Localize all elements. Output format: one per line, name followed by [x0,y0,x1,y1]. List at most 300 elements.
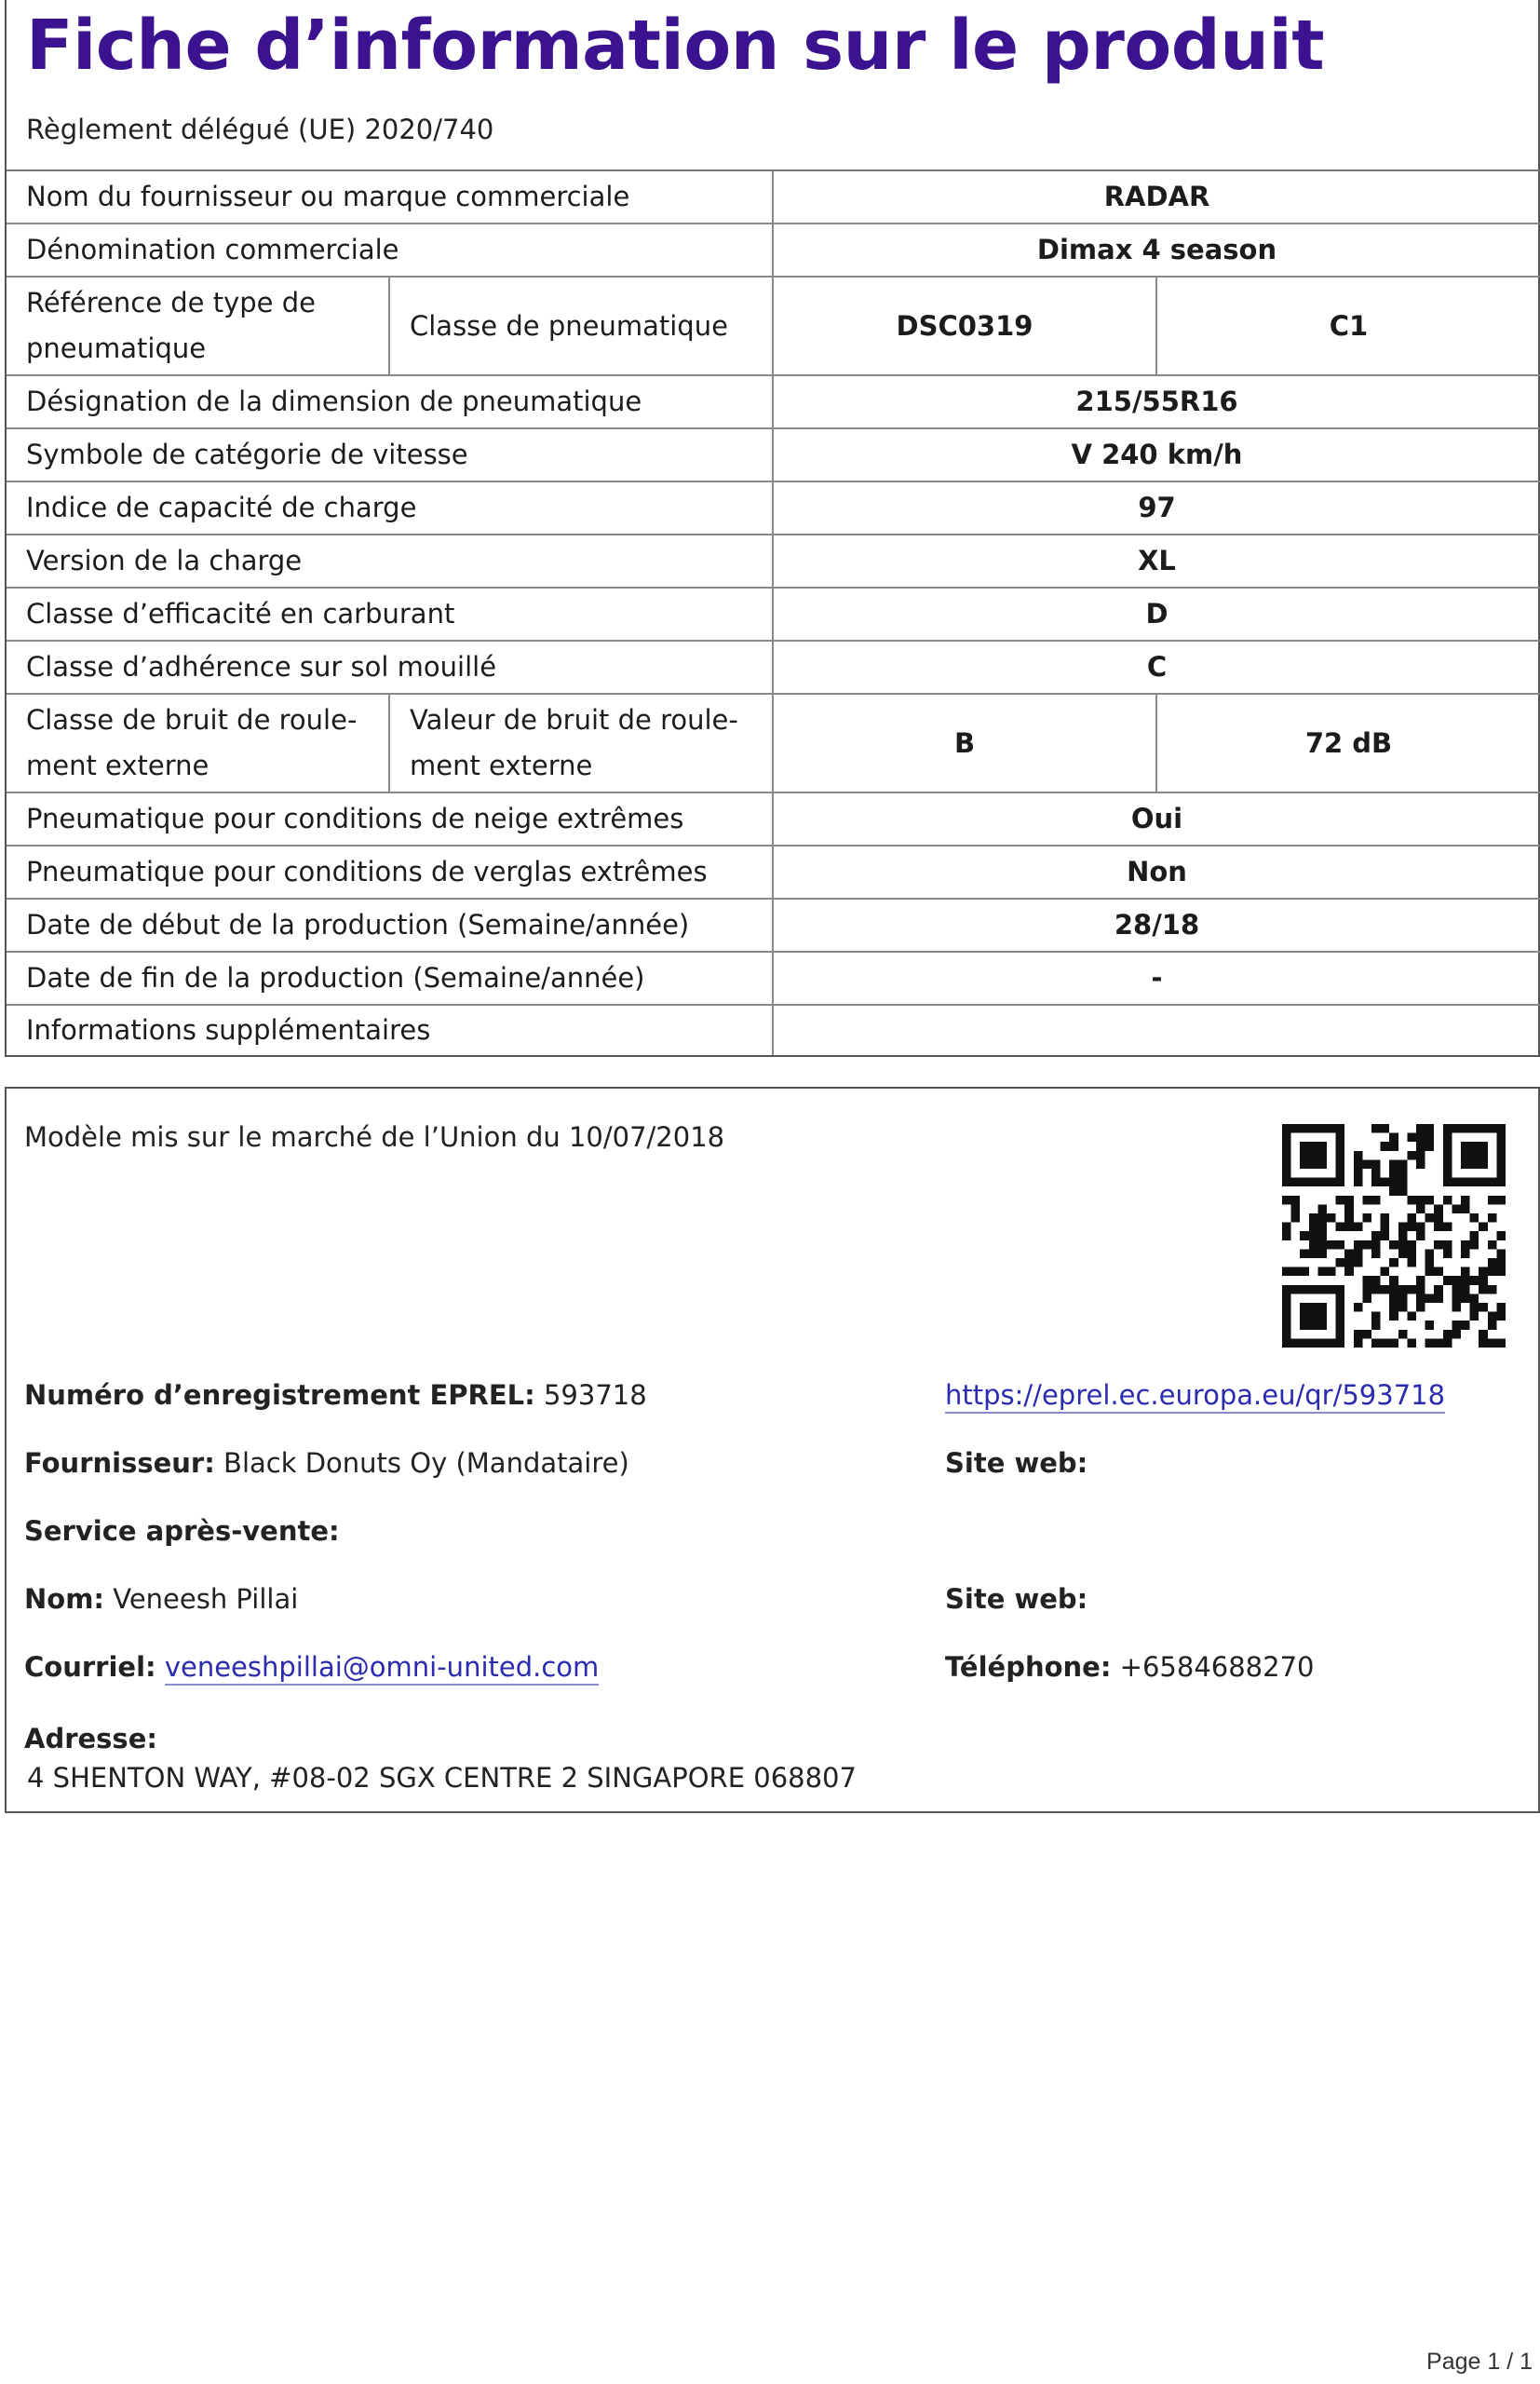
qr-module [1317,1159,1327,1169]
qr-module [1300,1249,1309,1258]
contact-name-value: Veneesh Pillai [113,1583,299,1615]
row-production-end [7,953,1540,1006]
qr-module [1416,1276,1425,1285]
qr-module [1479,1151,1488,1160]
qr-module [1443,1142,1452,1151]
qr-module [1496,1303,1506,1312]
qr-module [1425,1196,1435,1205]
qr-module [1336,1321,1345,1330]
qr-module [1443,1249,1452,1258]
eprel-number: 593718 [543,1379,647,1411]
qr-module [1452,1303,1461,1312]
qr-module [1479,1338,1488,1348]
qr-module [1470,1303,1479,1312]
qr-module [1300,1231,1309,1240]
qr-module [1479,1276,1488,1285]
qr-module [1452,1276,1461,1285]
qr-module [1282,1196,1291,1205]
qr-module [1479,1124,1488,1133]
additional-info-label: Informations supplémentaires [26,1014,431,1046]
qr-module [1282,1223,1291,1232]
qr-module [1282,1303,1291,1312]
qr-module [1434,1213,1443,1223]
qr-module [1291,1338,1301,1348]
qr-module [1398,1240,1408,1250]
noise-value-label: Valeur de bruit de roule-ment externe [410,704,738,781]
row-snow [7,793,1540,847]
market-date: Modèle mis sur le marché de l’Union du 10/07/2018 [24,1121,725,1153]
qr-module [1282,1169,1291,1178]
qr-module [1389,1312,1398,1321]
qr-module [1381,1124,1390,1133]
qr-module [1479,1267,1488,1277]
address-value: 4 SHENTON WAY, #08-02 SGX CENTRE 2 SINGAPORE 068807 [27,1762,857,1794]
qr-module [1407,1312,1416,1321]
trade-name-label: Dénomination commerciale [26,234,399,265]
row-type-reference [7,278,1540,376]
eprel-label: Numéro d’enregistrement EPREL: [24,1379,535,1411]
qr-module [1461,1321,1470,1330]
qr-module [1443,1159,1452,1169]
qr-module [1362,1240,1371,1250]
qr-module [1389,1159,1398,1169]
qr-module [1309,1151,1318,1160]
email-link[interactable]: veneeshpillai@omni-united.com [165,1651,599,1686]
qr-module [1470,1151,1479,1160]
qr-module [1398,1169,1408,1178]
qr-module [1488,1321,1497,1330]
wet-grip-value: C [1146,651,1168,683]
phone-label: Téléphone: [945,1651,1112,1683]
qr-module [1443,1330,1452,1339]
row-fuel-efficiency [7,589,1540,642]
qr-module [1300,1285,1309,1294]
fuel-efficiency-label: Classe d’efficacité en carburant [26,598,455,630]
row-noise [7,695,1540,793]
qr-module [1434,1267,1443,1277]
qr-module [1434,1223,1443,1232]
qr-module [1362,1285,1371,1294]
qr-module [1479,1330,1488,1339]
qr-module [1389,1240,1398,1250]
qr-module [1479,1142,1488,1151]
qr-module [1416,1223,1425,1232]
qr-module [1496,1159,1506,1169]
email-label: Courriel: [24,1651,156,1683]
qr-module [1416,1285,1425,1294]
qr-module [1336,1338,1345,1348]
qr-module [1282,1124,1291,1133]
qr-module [1362,1276,1371,1285]
supplier-field-value: Black Donuts Oy (Mandataire) [223,1447,629,1479]
qr-module [1398,1186,1408,1196]
qr-module [1389,1178,1398,1187]
qr-module [1425,1142,1435,1151]
qr-module [1317,1178,1327,1187]
qr-module [1461,1142,1470,1151]
phone-row [945,1651,1314,1683]
wet-grip-label: Classe d’adhérence sur sol mouillé [26,651,497,683]
qr-module [1461,1159,1470,1169]
qr-module [1317,1240,1327,1250]
qr-module [1362,1213,1371,1223]
qr-module [1496,1151,1506,1160]
qr-module [1416,1142,1425,1151]
qr-module [1479,1285,1488,1294]
qr-module [1309,1321,1318,1330]
trade-name-value: Dimax 4 season [1036,234,1277,265]
qr-module [1362,1196,1371,1205]
qr-module [1461,1276,1470,1285]
qr-module [1282,1142,1291,1151]
qr-module [1425,1124,1435,1133]
qr-module [1461,1178,1470,1187]
qr-module [1300,1178,1309,1187]
qr-module [1407,1249,1416,1258]
qr-module [1398,1223,1408,1232]
qr-module [1425,1321,1435,1330]
qr-module [1354,1240,1363,1250]
qr-module [1496,1196,1506,1205]
qr-module [1461,1124,1470,1133]
qr-module [1291,1204,1301,1213]
qr-module [1452,1294,1461,1303]
qr-module [1496,1338,1506,1348]
qr-module [1300,1151,1309,1160]
qr-code-icon[interactable] [1282,1124,1506,1348]
qr-module [1336,1159,1345,1169]
qr-module [1381,1223,1390,1232]
qr-module [1300,1321,1309,1330]
regulation-reference: Règlement délégué (UE) 2020/740 [26,114,494,145]
qr-module [1300,1303,1309,1312]
qr-module [1336,1258,1345,1267]
qr-module [1282,1285,1291,1294]
qr-module [1354,1249,1363,1258]
address-label: Adresse: [24,1723,157,1754]
qr-module [1479,1178,1488,1187]
column-divider [388,695,390,792]
qr-module [1398,1330,1408,1339]
qr-module [1309,1213,1318,1223]
qr-module [1470,1240,1479,1250]
qr-module [1461,1240,1470,1250]
qr-module [1327,1267,1336,1277]
qr-module [1389,1276,1398,1285]
qr-module [1282,1338,1291,1348]
qr-module [1407,1223,1416,1232]
qr-module [1317,1303,1327,1312]
qr-module [1309,1240,1318,1250]
qr-module [1371,1276,1381,1285]
qr-module [1344,1267,1354,1277]
production-end-value: - [1151,962,1163,994]
qr-module [1282,1312,1291,1321]
qr-module [1407,1196,1416,1205]
qr-module [1309,1223,1318,1232]
qr-module [1371,1321,1381,1330]
ice-value: Non [1127,856,1187,887]
type-reference-value: DSC0319 [896,309,1033,342]
column-divider [388,278,390,374]
qr-module [1488,1258,1497,1267]
qr-module [1309,1231,1318,1240]
qr-module [1496,1142,1506,1151]
qr-module [1496,1231,1506,1240]
noise-class-label: Classe de bruit de roule-ment externe [26,704,358,781]
qr-module [1416,1303,1425,1312]
qr-module [1488,1124,1497,1133]
qr-module [1389,1258,1398,1267]
additional-info-value [774,1006,1540,1055]
qr-module [1309,1285,1318,1294]
speed-value: V 240 km/h [1071,439,1243,470]
qr-module [1389,1133,1398,1143]
qr-module [1496,1169,1506,1178]
qr-module [1282,1151,1291,1160]
qr-module [1470,1213,1479,1223]
qr-module [1416,1124,1425,1133]
qr-module [1336,1312,1345,1321]
qr-module [1282,1330,1291,1339]
supplier-label: Nom du fournisseur ou marque commerciale [26,181,630,212]
tyre-class-value: C1 [1329,309,1369,342]
row-load-index [7,482,1540,535]
qr-module [1327,1124,1336,1133]
qr-module [1336,1151,1345,1160]
qr-module [1452,1178,1461,1187]
qr-module [1398,1231,1408,1240]
qr-module [1434,1338,1443,1348]
qr-module [1425,1249,1435,1258]
qr-module [1336,1169,1345,1178]
qr-module [1371,1240,1381,1250]
qr-module [1309,1124,1318,1133]
qr-module [1416,1151,1425,1160]
qr-module [1344,1204,1354,1213]
qr-module [1282,1178,1291,1187]
qr-module [1371,1285,1381,1294]
row-speed [7,429,1540,482]
qr-module [1407,1151,1416,1160]
qr-module [1317,1151,1327,1160]
qr-module [1407,1133,1416,1143]
qr-module [1317,1213,1327,1223]
qr-module [1362,1294,1371,1303]
qr-module [1398,1178,1408,1187]
snow-value: Oui [1130,803,1183,834]
qr-module [1389,1142,1398,1151]
qr-module [1470,1312,1479,1321]
qr-module [1461,1196,1470,1205]
eprel-row [24,1379,647,1411]
qr-module [1434,1294,1443,1303]
qr-module [1344,1249,1354,1258]
website-label-supplier: Site web: [945,1447,1088,1479]
qr-module [1282,1159,1291,1169]
qr-module [1389,1294,1398,1303]
supplier-field-label: Fournisseur: [24,1447,215,1479]
qr-module [1291,1124,1301,1133]
qr-module [1434,1285,1443,1294]
qr-module [1496,1124,1506,1133]
production-end-label: Date de fin de la production (Semaine/année) [26,962,645,994]
tyre-class-label: Classe de pneumatique [410,309,728,342]
qr-module [1488,1178,1497,1187]
qr-module [1461,1285,1470,1294]
qr-module [1362,1159,1371,1169]
qr-module [1291,1213,1301,1223]
qr-module [1434,1204,1443,1213]
contact-name-label: Nom: [24,1583,105,1615]
qr-module [1354,1159,1363,1169]
row-size [7,376,1540,429]
qr-module [1416,1196,1425,1205]
qr-module [1336,1178,1345,1187]
qr-module [1389,1169,1398,1178]
qr-module [1496,1312,1506,1321]
qr-module [1479,1303,1488,1312]
email-row [24,1651,599,1683]
qr-module [1354,1169,1363,1178]
qr-module [1336,1240,1345,1250]
qr-module [1488,1267,1497,1277]
qr-module [1291,1285,1301,1294]
qr-module [1291,1267,1301,1277]
fuel-efficiency-value: D [1145,598,1169,630]
qr-module [1344,1213,1354,1223]
qr-module [1344,1196,1354,1205]
qr-module [1425,1267,1435,1277]
qr-module [1344,1223,1354,1232]
qr-module [1354,1178,1363,1187]
qr-module [1407,1338,1416,1348]
qr-module [1344,1258,1354,1267]
qr-module [1317,1312,1327,1321]
qr-module [1443,1223,1452,1232]
qr-module [1381,1231,1390,1240]
qr-module [1461,1204,1470,1213]
qr-module [1354,1258,1363,1267]
qr-module [1371,1159,1381,1169]
qr-module [1336,1142,1345,1151]
size-label: Désignation de la dimension de pneumatique [26,386,642,417]
qr-module [1461,1294,1470,1303]
load-version-label: Version de la charge [26,545,303,576]
qr-module [1309,1312,1318,1321]
qr-module [1461,1249,1470,1258]
qr-module [1327,1213,1336,1223]
ice-label: Pneumatique pour conditions de verglas extrêmes [26,856,708,887]
qr-module [1317,1249,1327,1258]
qr-module [1309,1142,1318,1151]
qr-module [1479,1223,1488,1232]
qr-module [1496,1258,1506,1267]
qr-module [1381,1178,1390,1187]
qr-module [1354,1151,1363,1160]
speed-label: Symbole de catégorie de vitesse [26,439,468,470]
qr-module [1354,1223,1363,1232]
qr-module [1407,1240,1416,1250]
size-value: 215/55R16 [1075,386,1238,417]
qr-module [1452,1204,1461,1213]
qr-module [1470,1294,1479,1303]
noise-class-value: B [953,726,976,759]
row-production-start [7,900,1540,953]
load-index-label: Indice de capacité de charge [26,492,417,523]
qr-module [1327,1285,1336,1294]
qr-module [1488,1213,1497,1223]
qr-module [1488,1196,1497,1205]
qr-module [1443,1196,1452,1205]
qr-module [1389,1285,1398,1294]
qr-module [1381,1213,1390,1223]
qr-module [1416,1231,1425,1240]
row-supplier [7,171,1540,224]
qr-module [1470,1178,1479,1187]
qr-module [1416,1294,1425,1303]
row-wet-grip [7,642,1540,695]
qr-module [1354,1338,1363,1348]
qr-module [1452,1321,1461,1330]
qr-module [1309,1178,1318,1187]
qr-module [1309,1338,1318,1348]
qr-module [1317,1231,1327,1240]
qr-module [1425,1258,1435,1267]
qr-module [1300,1338,1309,1348]
qr-module [1496,1178,1506,1187]
qr-module [1470,1231,1479,1240]
qr-module [1371,1312,1381,1321]
qr-module [1381,1338,1390,1348]
qr-module [1496,1249,1506,1258]
qr-module [1443,1276,1452,1285]
qr-module [1434,1240,1443,1250]
qr-module [1452,1285,1461,1294]
qr-module [1317,1321,1327,1330]
qr-module [1443,1151,1452,1160]
qr-module [1443,1124,1452,1133]
qr-module [1300,1267,1309,1277]
product-table-box [5,0,1540,1057]
qr-module [1282,1294,1291,1303]
type-reference-label: Référence de type de pneumatique [26,287,316,364]
qr-module [1336,1294,1345,1303]
supplier-value: RADAR [1103,181,1210,212]
qr-module [1443,1240,1452,1250]
qr-module [1381,1267,1390,1277]
qr-module [1488,1312,1497,1321]
eprel-link-row [945,1379,1445,1411]
qr-module [1416,1133,1425,1143]
qr-module [1443,1169,1452,1178]
row-ice [7,847,1540,900]
qr-module [1336,1223,1345,1232]
qr-module [1452,1124,1461,1133]
qr-module [1470,1159,1479,1169]
website-label-service: Site web: [945,1583,1088,1615]
qr-module [1425,1338,1435,1348]
qr-module [1317,1338,1327,1348]
qr-module [1336,1330,1345,1339]
eprel-link[interactable]: https://eprel.ec.europa.eu/qr/593718 [945,1379,1445,1414]
qr-module [1443,1133,1452,1143]
qr-module [1309,1249,1318,1258]
qr-module [1407,1285,1416,1294]
qr-module [1398,1159,1408,1169]
qr-module [1407,1213,1416,1223]
qr-module [1381,1285,1390,1294]
